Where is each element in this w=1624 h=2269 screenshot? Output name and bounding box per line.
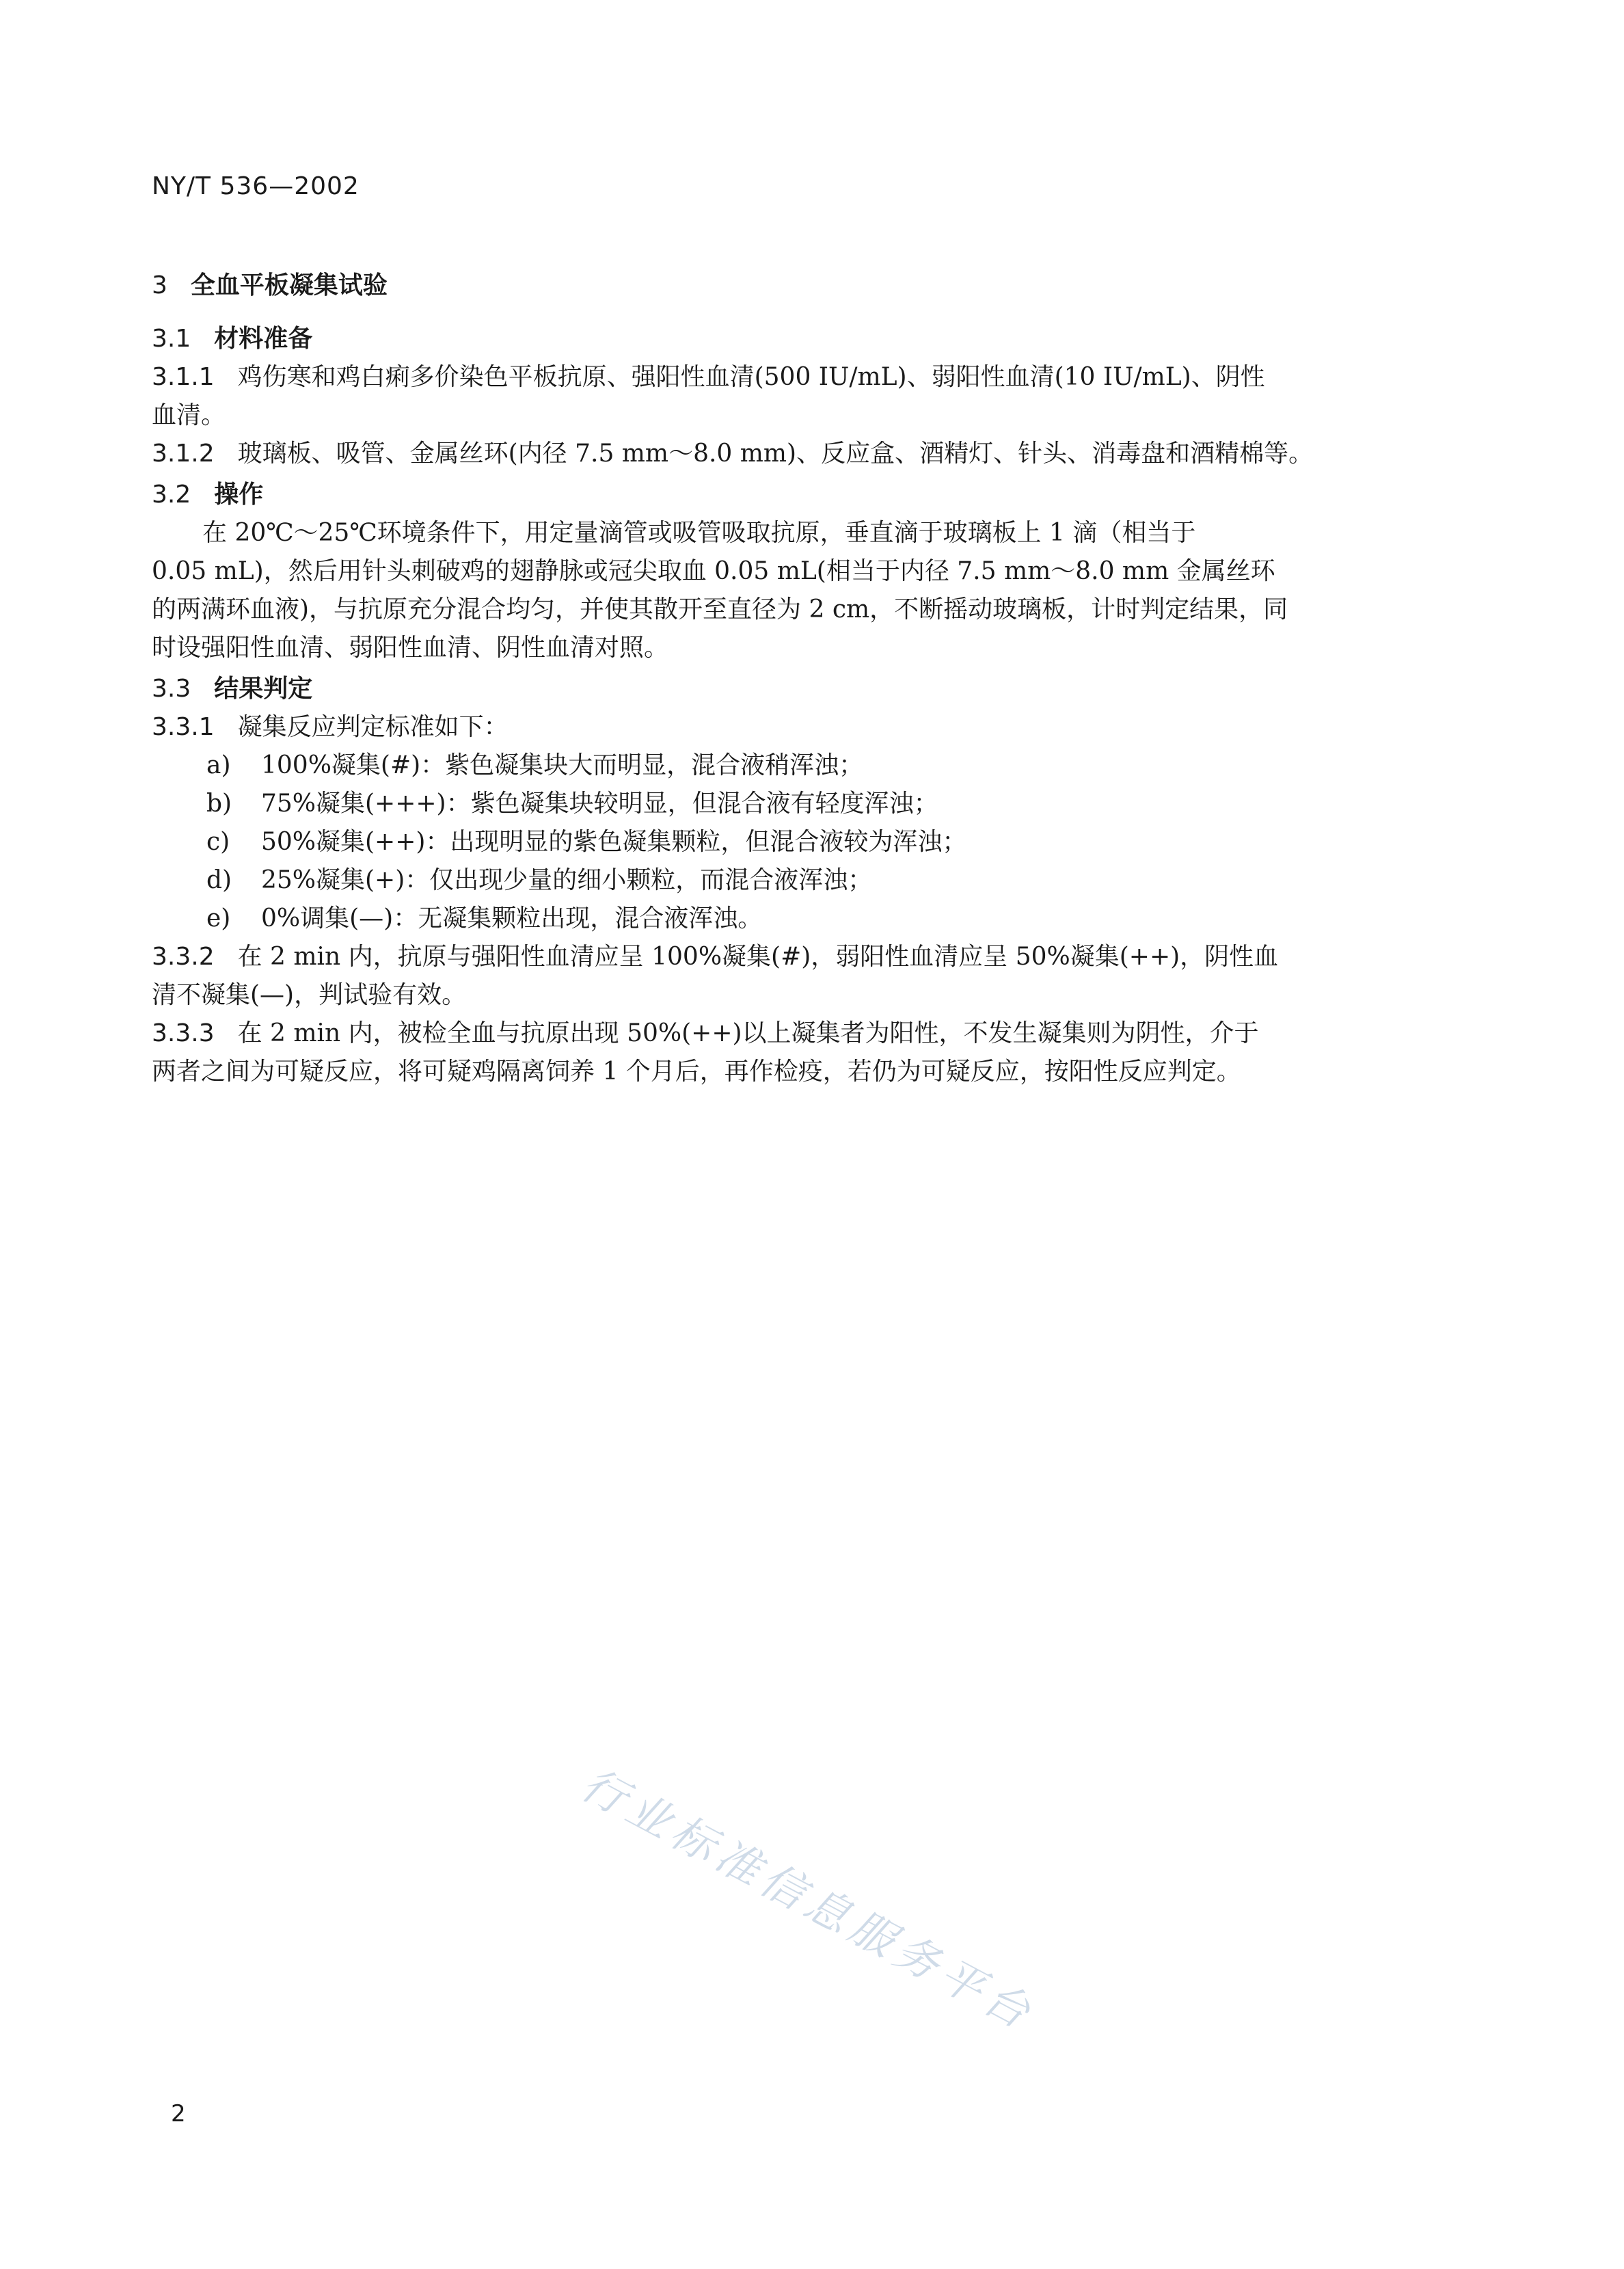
subsection-title: 操作 <box>214 481 264 509</box>
section-number: 3 <box>152 271 167 299</box>
clause-3-3-1 <box>152 708 1464 747</box>
list-item <box>152 785 1464 823</box>
list-label: c) <box>206 828 230 856</box>
operation-line: 在 20℃～25℃环境条件下，用定量滴管或吸管吸取抗原，垂直滴于玻璃板上 1 滴（相当于 <box>202 519 1196 547</box>
clause-number: 3.1.1 <box>152 363 215 391</box>
clause-text: 玻璃板、吸管、金属丝环(内径 7.5 mm～8.0 mm)、反应盒、酒精灯、针头、消毒盘和酒精棉等。 <box>237 440 1314 468</box>
subsection-number: 3.1 <box>152 325 191 353</box>
subsection-heading-3-2 <box>152 476 1464 514</box>
page-number: 2 <box>171 2100 186 2127</box>
clause-number: 3.3.2 <box>152 943 215 971</box>
clause-3-3-2-cont: 清不凝集(—)，判试验有效。 <box>152 981 467 1009</box>
list-item <box>152 900 1464 938</box>
list-label: a) <box>206 751 231 779</box>
clause-text: 在 2 min 内，被检全血与抗原出现 50%(++)以上凝集者为阳性，不发生凝集则为阴性，介于 <box>237 1019 1259 1047</box>
clause-number: 3.3.1 <box>152 713 215 741</box>
operation-line: 的两满环血液)，与抗原充分混合均匀，并使其散开至直径为 2 cm，不断摇动玻璃板，计时判定结果，同 <box>152 595 1288 623</box>
subsection-title: 结果判定 <box>214 675 313 703</box>
operation-line: 0.05 mL)，然后用针头刺破鸡的翅静脉或冠尖取血 0.05 mL(相当于内径 7.5 mm～8.0 mm 金属丝环 <box>152 557 1275 585</box>
list-text: 0%调集(—)：无凝集颗粒出现，混合液浑浊。 <box>261 904 763 932</box>
section-heading <box>152 267 1464 305</box>
clause-3-3-2 <box>152 938 1464 976</box>
list-item <box>152 861 1464 900</box>
watermark-text: 行业标准信息服务平台 <box>573 1759 1044 2041</box>
section-title: 全血平板凝集试验 <box>190 271 388 299</box>
list-label: e) <box>206 904 231 932</box>
clause-3-3-3-cont: 两者之间为可疑反应，将可疑鸡隔离饲养 1 个月后，再作检疫，若仍为可疑反应，按阳性反应判定。 <box>152 1058 1241 1086</box>
clause-3-1-1 <box>152 358 1464 397</box>
operation-line: 时设强阳性血清、弱阳性血清、阴性血清对照。 <box>152 634 669 662</box>
list-text: 75%凝集(+++)：紫色凝集块较明显，但混合液有轻度浑浊； <box>261 790 938 818</box>
list-text: 25%凝集(+)：仅出现少量的细小颗粒，而混合液浑浊； <box>261 866 873 894</box>
clause-number: 3.1.2 <box>152 440 215 468</box>
subsection-number: 3.3 <box>152 675 191 703</box>
document-body <box>152 267 1464 1091</box>
clause-text: 凝集反应判定标准如下： <box>237 713 509 741</box>
subsection-heading-3-3 <box>152 670 1464 708</box>
clause-text: 鸡伤寒和鸡白痢多价染色平板抗原、强阳性血清(500 IU/mL)、弱阳性血清(10 IU/mL)、阴性 <box>237 363 1265 391</box>
subsection-number: 3.2 <box>152 481 191 509</box>
standard-code: NY/T 536—2002 <box>152 172 360 200</box>
list-text: 100%凝集(#)：紫色凝集块大而明显，混合液稍浑浊； <box>261 751 864 779</box>
clause-3-1-1-cont: 血清。 <box>152 401 226 429</box>
list-text: 50%凝集(++)：出现明显的紫色凝集颗粒，但混合液较为浑浊； <box>261 828 967 856</box>
list-label: d) <box>206 866 232 894</box>
list-item <box>152 823 1464 861</box>
clause-number: 3.3.3 <box>152 1019 215 1047</box>
clause-3-1-2 <box>152 435 1464 473</box>
clause-text: 在 2 min 内，抗原与强阳性血清应呈 100%凝集(#)，弱阳性血清应呈 50%凝集(++)，阴性血 <box>237 943 1279 971</box>
list-label: b) <box>206 790 232 818</box>
list-item <box>152 747 1464 785</box>
clause-3-3-3 <box>152 1015 1464 1053</box>
subsection-title: 材料准备 <box>214 325 313 353</box>
subsection-heading-3-1 <box>152 320 1464 358</box>
